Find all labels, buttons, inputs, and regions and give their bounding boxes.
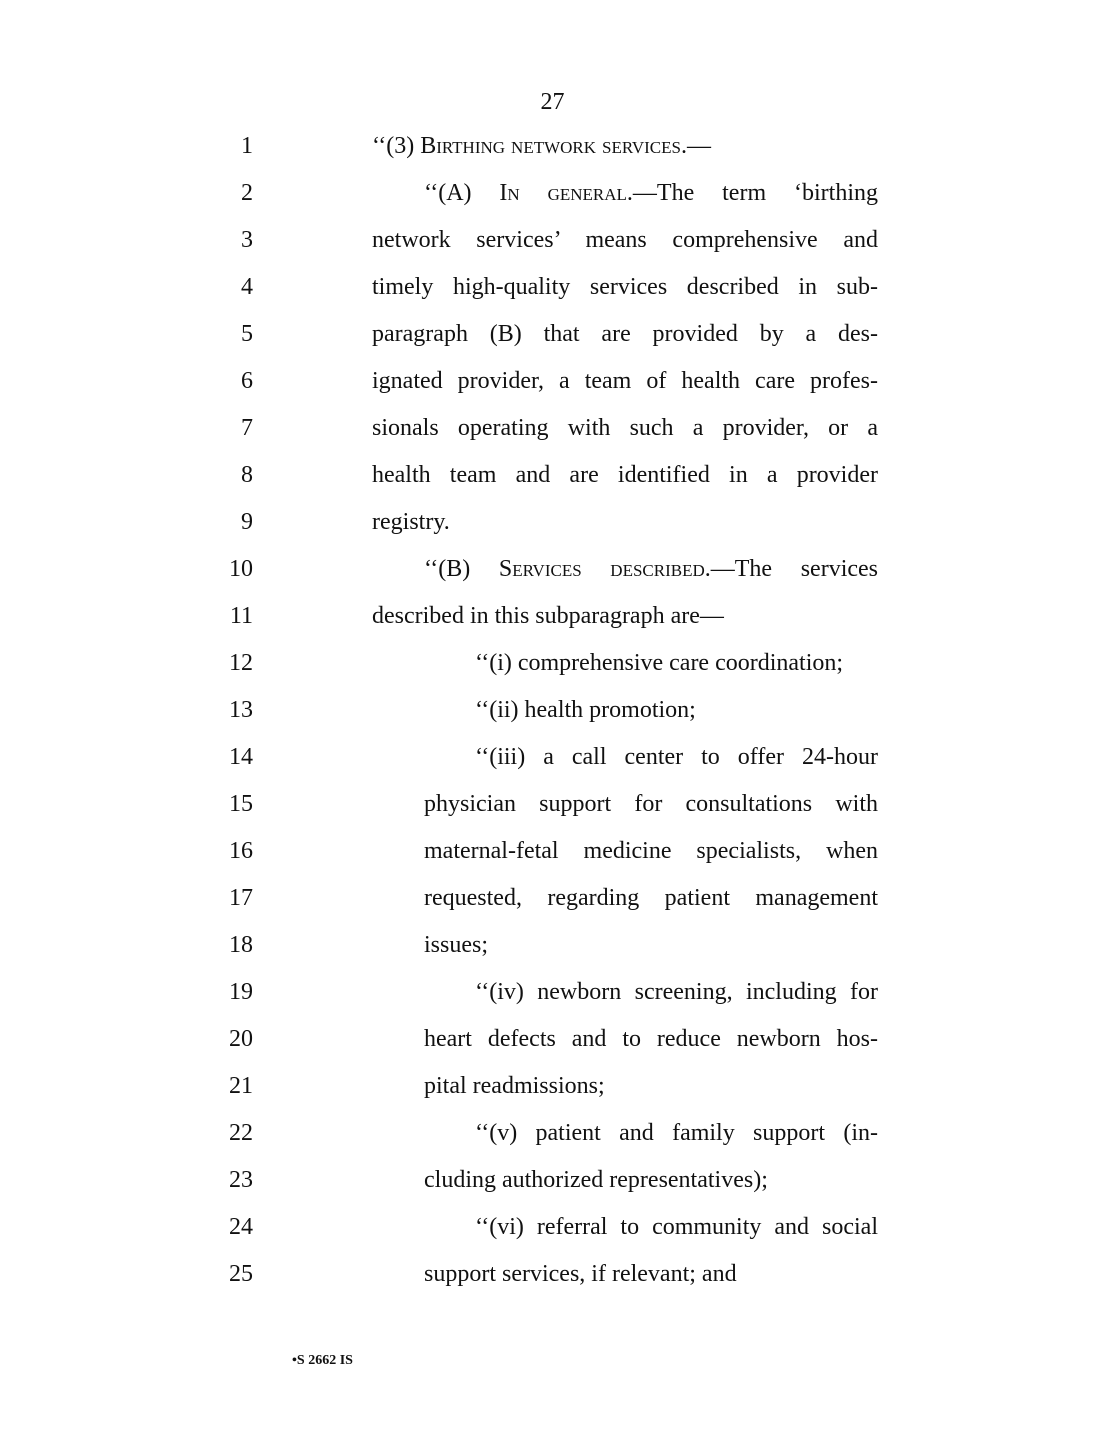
- line-text: [372, 226, 878, 254]
- document-line: [0, 1119, 1105, 1166]
- document-line: [0, 602, 1105, 649]
- document-line: [0, 978, 1105, 1025]
- line-number: 24: [229, 1214, 253, 1240]
- line-number: 13: [229, 697, 253, 723]
- document-line: [0, 884, 1105, 931]
- document-line: [0, 1025, 1105, 1072]
- line-number: 10: [229, 556, 253, 582]
- document-line: [0, 273, 1105, 320]
- document-line: [0, 837, 1105, 884]
- line-number: 23: [229, 1167, 253, 1193]
- line-text-main: timely high-quality services described in sub-: [372, 274, 878, 300]
- line-text: [424, 1260, 737, 1288]
- document-line: [0, 555, 1105, 602]
- line-text-main: pital readmissions;: [424, 1073, 605, 1099]
- document-line: [0, 1166, 1105, 1213]
- line-number: 19: [229, 979, 253, 1005]
- line-text-continuation: .—: [680, 133, 711, 159]
- line-text: [424, 931, 488, 959]
- line-text-main: ‘‘(iii) a call center to offer 24-hour: [475, 744, 878, 770]
- line-text-main: ‘‘(vi) referral to community and social: [475, 1214, 878, 1240]
- section-heading: Birthing network services: [420, 133, 681, 159]
- line-text: [424, 1072, 605, 1100]
- document-line: [0, 179, 1105, 226]
- bill-identifier-footer: •S 2662 IS: [292, 1353, 353, 1368]
- line-text-main: ‘‘(A): [424, 180, 500, 206]
- line-text: [424, 790, 878, 818]
- line-text: [372, 367, 878, 395]
- line-number: 25: [229, 1261, 253, 1287]
- document-line: [0, 649, 1105, 696]
- section-heading: Services described: [498, 556, 705, 582]
- line-number: 8: [241, 462, 253, 488]
- document-line: [0, 1213, 1105, 1260]
- line-text-main: ignated provider, a team of health care profes-: [372, 368, 878, 394]
- line-text-main: ‘‘(3): [372, 133, 421, 159]
- line-text: [475, 649, 843, 677]
- line-text: [475, 696, 696, 724]
- document-line: [0, 132, 1105, 179]
- line-text-main: support services, if relevant; and: [424, 1261, 737, 1287]
- line-text: [424, 884, 878, 912]
- line-text: [475, 978, 878, 1006]
- line-text-main: ‘‘(ii) health promotion;: [475, 697, 696, 723]
- line-number: 5: [241, 321, 253, 347]
- line-text: [424, 1025, 878, 1053]
- line-number: 20: [229, 1026, 253, 1052]
- line-number: 7: [241, 415, 253, 441]
- line-text-main: described in this subparagraph are—: [372, 603, 724, 629]
- line-text: [475, 743, 878, 771]
- document-line: [0, 414, 1105, 461]
- line-text: [475, 1119, 878, 1147]
- line-number: 18: [229, 932, 253, 958]
- line-text: [424, 837, 878, 865]
- document-line: [0, 1260, 1105, 1307]
- line-text-continuation: .—The services: [704, 556, 879, 582]
- line-text: [372, 602, 724, 630]
- line-number: 9: [241, 509, 253, 535]
- line-number: 15: [229, 791, 253, 817]
- line-text-main: issues;: [424, 932, 489, 958]
- line-text-main: registry.: [372, 509, 450, 535]
- document-line: [0, 743, 1105, 790]
- line-text: [372, 508, 450, 536]
- line-number: 2: [241, 180, 253, 206]
- line-text-main: sionals operating with such a provider, or a: [372, 415, 878, 441]
- line-number: 6: [241, 368, 253, 394]
- line-text-main: ‘‘(B): [424, 556, 499, 582]
- section-heading: In general: [499, 180, 627, 206]
- line-text: [424, 555, 878, 583]
- line-text: [372, 414, 878, 442]
- line-text: [424, 179, 878, 207]
- document-line: [0, 461, 1105, 508]
- line-number: 22: [229, 1120, 253, 1146]
- line-number: 17: [229, 885, 253, 911]
- line-number: 3: [241, 227, 253, 253]
- line-number: 11: [229, 603, 253, 629]
- line-number: 4: [241, 274, 253, 300]
- document-line: [0, 696, 1105, 743]
- line-text-main: paragraph (B) that are provided by a des-: [372, 321, 878, 347]
- document-line: [0, 1072, 1105, 1119]
- page-number: 27: [540, 89, 565, 115]
- line-number: 1: [241, 133, 253, 159]
- line-text-main: physician support for consultations with: [424, 791, 878, 817]
- line-text-main: maternal-fetal medicine specialists, when: [424, 838, 878, 864]
- line-text: [475, 1213, 878, 1241]
- line-text: [372, 273, 878, 301]
- line-text-main: ‘‘(v) patient and family support (in-: [475, 1120, 878, 1146]
- line-text-main: health team and are identified in a provider: [372, 462, 878, 488]
- document-line: [0, 931, 1105, 978]
- document-line: [0, 320, 1105, 367]
- line-text-main: cluding authorized representatives);: [424, 1167, 768, 1193]
- document-line: [0, 367, 1105, 414]
- document-line: [0, 508, 1105, 555]
- line-text-main: heart defects and to reduce newborn hos-: [424, 1026, 878, 1052]
- line-text: [372, 132, 711, 160]
- line-number: 14: [229, 744, 253, 770]
- line-text: [372, 320, 878, 348]
- line-number: 12: [229, 650, 253, 676]
- line-number: 21: [229, 1073, 253, 1099]
- line-text: [424, 1166, 768, 1194]
- line-text-main: ‘‘(iv) newborn screening, including for: [475, 979, 878, 1005]
- line-text-main: ‘‘(i) comprehensive care coordination;: [475, 650, 844, 676]
- document-line: [0, 226, 1105, 273]
- document-line: [0, 790, 1105, 837]
- line-text-main: requested, regarding patient management: [424, 885, 878, 911]
- line-text-continuation: .—The term ‘birthing: [626, 180, 878, 206]
- line-number: 16: [229, 838, 253, 864]
- line-text-main: network services’ means comprehensive and: [372, 227, 878, 253]
- line-text: [372, 461, 878, 489]
